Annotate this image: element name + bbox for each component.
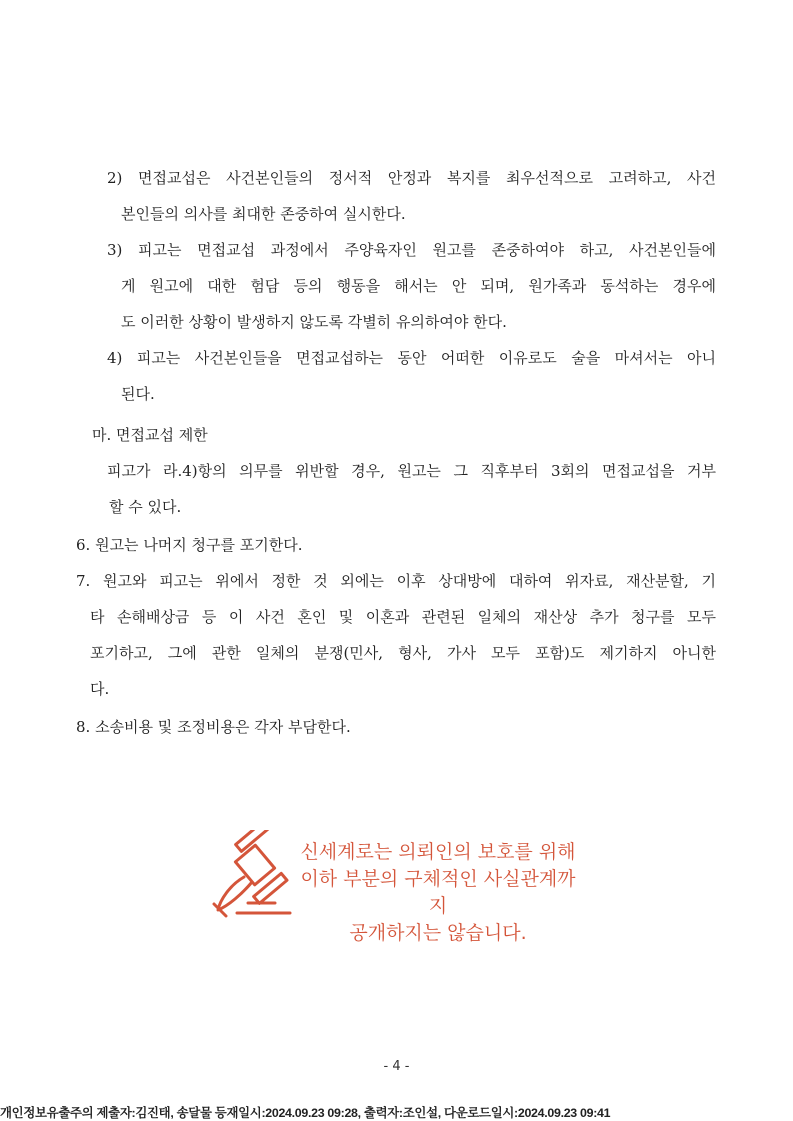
- text-line: 본인들의 의사를 최대한 존중하여 실시한다.: [121, 205, 406, 223]
- notice-line: 이하 부분의 구체적인 사실관계까지: [300, 868, 576, 917]
- text-line: 6. 원고는 나머지 청구를 포기한다.: [76, 536, 303, 554]
- text-line: 할 수 있다.: [109, 498, 182, 516]
- gavel-icon: [212, 830, 307, 920]
- footer-download-info: 개인정보유출주의 제출자:김진태, 송달물 등재일시:2024.09.23 09:28, 출력자:조인설, 다운로드일시:2024.09.23 09:41: [0, 1106, 611, 1120]
- text-line: 피고가 라.4)항의 의무를 위반할 경우, 원고는 그 직후부터 3회의 면접교섭을 거부: [107, 462, 716, 480]
- text-line: 다.: [90, 680, 110, 698]
- text-line: 도 이러한 상황이 발생하지 않도록 각별히 유의하여야 한다.: [121, 313, 507, 331]
- text-line: 된다.: [121, 385, 155, 403]
- text-line: 3) 피고는 면접교섭 과정에서 주양육자인 원고를 존중하여야 하고, 사건본인들에: [107, 241, 716, 259]
- text-line: 7. 원고와 피고는 위에서 정한 것 외에는 이후 상대방에 대하여 위자료, 재산분할, 기: [76, 572, 716, 590]
- section-heading: 마. 면접교섭 제한: [92, 426, 208, 444]
- notice-line: 신세계로는 의뢰인의 보호를 위해: [300, 841, 576, 863]
- text-line: 게 원고에 대한 험담 등의 행동을 해서는 안 되며, 원가족과 동석하는 경우에: [121, 277, 716, 295]
- notice-line: 공개하지는 않습니다.: [349, 922, 527, 944]
- privacy-notice: [300, 839, 576, 947]
- text-line: 2) 면접교섭은 사건본인들의 정서적 안정과 복지를 최우선적으로 고려하고, 사건: [107, 169, 716, 187]
- text-line: 포기하고, 그에 관한 일체의 분쟁(민사, 형사, 가사 모두 포함)도 제기하지 아니한: [90, 644, 716, 662]
- text-line: 8. 소송비용 및 조정비용은 각자 부담한다.: [76, 718, 351, 736]
- page-number: - 4 -: [383, 1059, 410, 1074]
- text-line: 4) 피고는 사건본인들을 면접교섭하는 동안 어떠한 이유로도 술을 마셔서는 아니: [107, 349, 716, 367]
- text-line: 타 손해배상금 등 이 사건 혼인 및 이혼과 관련된 일체의 재산상 추가 청구를 모두: [90, 608, 716, 626]
